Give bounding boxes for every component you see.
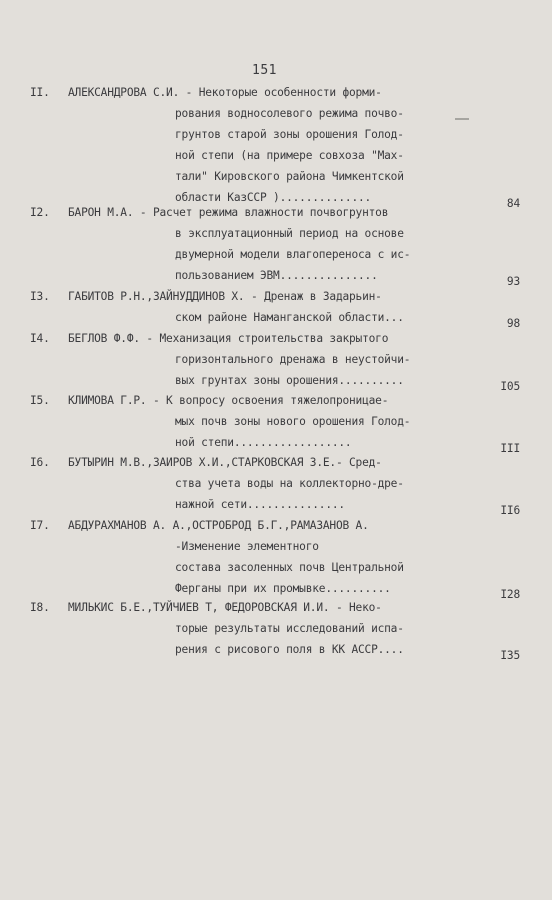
entry-line: ства учета воды на коллекторно-дре- [175, 477, 404, 490]
entry-page-number: I28 [500, 588, 520, 601]
entry-number: I2. [30, 206, 50, 219]
entry-line: ной степи (на примере совхоза "Мах- [175, 149, 404, 162]
entry-line: -Изменение элементного [175, 540, 319, 553]
entry-line: состава засоленных почв Центральной [175, 561, 404, 574]
entry-line: торые результаты исследований испа- [175, 622, 404, 635]
entry-page-number: I35 [500, 649, 520, 662]
entry-heading: БЕГЛОВ Ф.Ф. - Механизация строительства закрытого [68, 332, 389, 345]
entry-line: горизонтального дренажа в неустойчи- [175, 353, 411, 366]
entry-page-number: II6 [500, 504, 520, 517]
entry-number: I3. [30, 290, 50, 303]
entry-page-number: 84 [506, 197, 520, 210]
entry-line: двумерной модели влагопереноса с ис- [175, 248, 411, 261]
entry-number: I6. [30, 456, 50, 469]
entry-line: рения с рисового поля в КК АССР.... [175, 643, 404, 656]
entry-line: мых почв зоны нового орошения Голод- [175, 415, 411, 428]
entry-line: тали" Кировского района Чимкентской [175, 170, 404, 183]
entry-number: I8. [30, 601, 50, 614]
entry-number: II. [30, 86, 50, 99]
entry-line: ском районе Наманганской области... [175, 311, 404, 324]
entry-heading: АБДУРАХМАНОВ А. А.,ОСТРОБРОД Б.Г.,РАМАЗАНОВ А. [68, 519, 369, 532]
entry-line: в эксплуатационный период на основе [175, 227, 404, 240]
entry-line: области КазССР ).............. [175, 191, 372, 204]
entry-line: ной степи.................. [175, 436, 352, 449]
entry-number: I5. [30, 394, 50, 407]
entry-line: Ферганы при их промывке.......... [175, 582, 391, 595]
entry-page-number: 93 [506, 275, 520, 288]
entry-number: I7. [30, 519, 50, 532]
entry-heading: МИЛЬКИС Б.Е.,ТУЙЧИЕВ Т, ФЕДОРОВСКАЯ И.И. - Неко- [68, 601, 382, 614]
entry-heading: КЛИМОВА Г.Р. - К вопросу освоения тяжелопроницае- [68, 394, 389, 407]
page-number: 151 [252, 63, 277, 78]
entry-heading: БУТЫРИН М.В.,ЗАИРОВ Х.И.,СТАРКОВСКАЯ З.Е.- Сред- [68, 456, 382, 469]
entry-page-number: III [500, 442, 520, 455]
entry-heading: БАРОН М.А. - Расчет режима влажности почвогрунтов [68, 206, 389, 219]
entry-line: грунтов старой зоны орошения Голод- [175, 128, 404, 141]
entry-page-number: 98 [506, 317, 520, 330]
pencil-mark [455, 118, 469, 120]
entry-heading: АЛЕКСАНДРОВА С.И. - Некоторые особенности форми- [68, 86, 382, 99]
entry-line: рования водносолевого режима почво- [175, 107, 404, 120]
entry-page-number: I05 [500, 380, 520, 393]
entry-line: нажной сети............... [175, 498, 345, 511]
entry-line: пользованием ЭВМ............... [175, 269, 378, 282]
entry-number: I4. [30, 332, 50, 345]
entry-heading: ГАБИТОВ Р.Н.,ЗАЙНУДДИНОВ Х. - Дренаж в Задарьин- [68, 290, 382, 303]
entry-line: вых грунтах зоны орошения.......... [175, 374, 404, 387]
